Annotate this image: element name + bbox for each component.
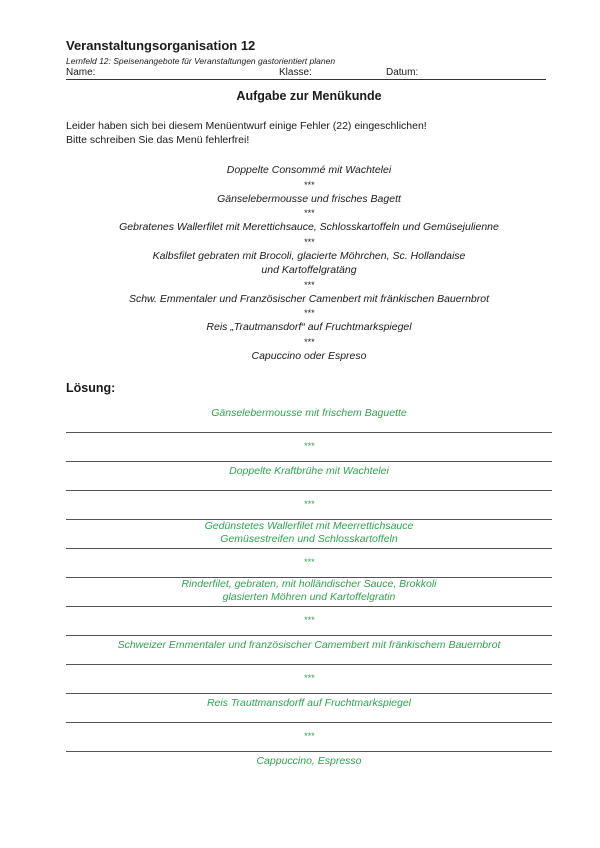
student-info-row	[66, 67, 546, 80]
solution-heading: Lösung:	[66, 381, 116, 395]
class-field-label: Klasse:	[279, 67, 312, 78]
solution-course-5	[66, 636, 552, 665]
solution-menu	[66, 404, 552, 780]
menu-course-1: Doppelte Consommé mit Wachtelei	[226, 164, 392, 176]
solution-separator	[66, 491, 552, 520]
menu-course-2: Gänselebermousse und frisches Bagett	[217, 192, 401, 205]
solution-separator-text: ***	[303, 673, 315, 683]
solution-course-7-text: Cappuccino, Espresso	[256, 755, 362, 767]
instruction-line-1: Leider haben sich bei diesem Menüentwurf einige Fehler (22) eingeschlichen!	[66, 120, 427, 132]
menu-course-3: Gebratenes Wallerfilet mit Merettichsauce, Schlosskartoffeln und Gemüsejulienne	[119, 221, 499, 233]
menu-separator: ***	[303, 279, 315, 290]
instruction-line-2: Bitte schreiben Sie das Menü fehlerfrei!	[66, 134, 250, 146]
solution-course-6-text: Reis Trauttmansdorff auf Fruchtmarkspiegel	[206, 697, 412, 709]
faulty-menu	[66, 163, 552, 363]
solution-course-4	[66, 578, 552, 607]
solution-separator-text: ***	[303, 615, 315, 625]
solution-separator	[66, 665, 552, 694]
solution-course-5-text: Schweizer Emmentaler und französischer Camembert mit fränkischem Bauernbrot	[117, 639, 501, 651]
menu-course-4-line-2: und Kartoffelgratäng	[261, 264, 357, 276]
solution-separator	[66, 549, 552, 578]
task-heading: Aufgabe zur Menükunde	[236, 89, 382, 103]
menu-course-5: Schw. Emmentaler und Französischer Camenbert mit fränkischen Bauernbrot	[128, 292, 490, 305]
task-instructions	[66, 119, 427, 147]
menu-course-7: Capuccino oder Espreso	[251, 349, 367, 362]
solution-course-7	[66, 752, 552, 780]
menu-separator: ***	[303, 179, 315, 190]
solution-separator	[66, 723, 552, 752]
menu-separator: ***	[303, 236, 315, 247]
solution-separator-text: ***	[303, 499, 315, 509]
solution-separator	[66, 433, 552, 462]
document-title: Veranstaltungsorganisation 12	[66, 38, 256, 53]
solution-course-4-line-1: Rinderfilet, gebraten, mit holländischer Sauce, Brokkoli	[181, 578, 437, 590]
solution-course-4-line-2: glasierten Möhren und Kartoffelgratin	[222, 591, 396, 603]
solution-course-2-text: Doppelte Kraftbrühe mit Wachtelei	[229, 465, 389, 477]
solution-course-3	[66, 520, 552, 549]
solution-course-2	[66, 462, 552, 491]
solution-course-1-text: Gänselebermousse mit frischem Baguette	[211, 407, 407, 419]
menu-separator: ***	[303, 308, 315, 318]
document-subtitle: Lernfeld 12: Speisenangebote für Veranstaltungen gastorientiert planen	[66, 56, 336, 66]
menu-separator: ***	[303, 336, 315, 347]
solution-separator-text: ***	[303, 557, 315, 567]
name-field-label: Name:	[66, 67, 96, 78]
solution-course-6	[66, 694, 552, 723]
menu-course-6: Reis „Trautmansdorf“ auf Fruchtmarkspiegel	[206, 321, 412, 333]
solution-separator-text: ***	[303, 441, 315, 451]
date-field-label: Datum:	[386, 67, 419, 78]
solution-separator-text: ***	[303, 731, 315, 741]
solution-separator	[66, 607, 552, 636]
solution-course-3-line-2: Gemüsestreifen und Schlosskartoffeln	[220, 533, 398, 545]
menu-course-4-line-1: Kalbsfilet gebraten mit Brocoli, glacierte Möhrchen, Sc. Hollandaise	[152, 249, 466, 262]
menu-separator: ***	[303, 208, 315, 218]
solution-course-1	[66, 404, 552, 433]
solution-course-3-line-1: Gedünstetes Wallerfilet mit Meerrettichsauce	[204, 520, 414, 532]
